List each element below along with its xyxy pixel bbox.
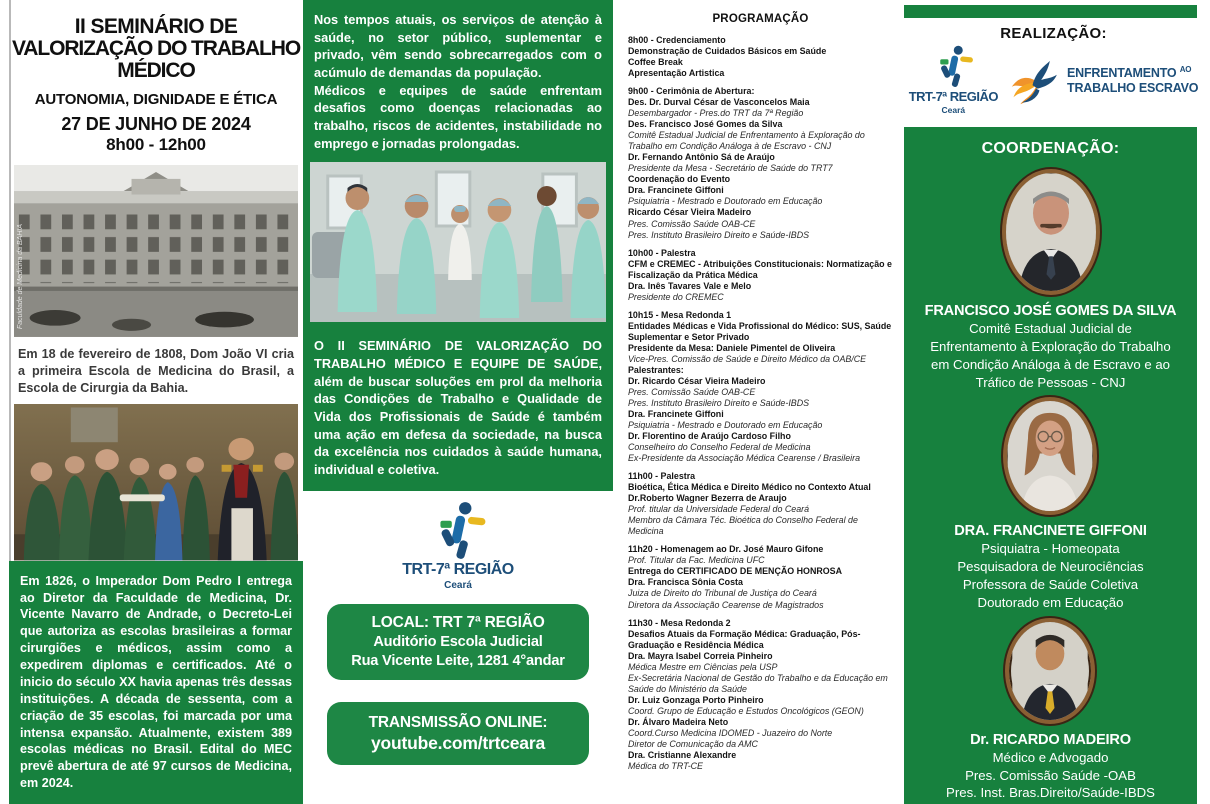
program-block [628, 310, 893, 464]
program-block [628, 35, 893, 79]
transmission-box [327, 702, 589, 765]
coordinator-card-2 [954, 397, 1146, 610]
coordinator-desc-line: Psiquiatra - Homeopata [981, 541, 1120, 557]
coordinator-desc-line: Pres. Comissão Saúde -OAB [965, 767, 1136, 783]
program-line: Coord.Curso Medicina IDOMED - Juazeiro do Norte [628, 727, 833, 738]
building-photo-illustration [14, 165, 298, 337]
local-line2: Auditório Escola Judicial [373, 633, 543, 650]
program-list [628, 35, 893, 772]
program-line: Psiquiatria - Mestrado e Doutorado em Educação [628, 420, 823, 431]
portrait-francisco [1002, 169, 1100, 295]
program-line: Comitê Estadual Judicial de Enfrentamento à Exploração do Trabalho em Condição Análoga à de Escravo - CNJ [628, 130, 865, 152]
enfrentamento-logo-text [1067, 65, 1198, 95]
coordinator-desc-line: Enfrentamento à Exploração do Trabalho [930, 338, 1171, 354]
program-column [613, 0, 901, 804]
program-line: Ex-Presidente da Associação Médica Cearense / Brasileira [628, 453, 861, 464]
top-green-bar [904, 5, 1197, 18]
coordinator-card-1 [925, 169, 1177, 390]
program-line: Entrega do CERTIFICADO DE MENÇÃO HONROSA [628, 566, 842, 577]
program-block [628, 471, 893, 537]
program-heading: PROGRAMAÇÃO [712, 13, 809, 25]
youtube-link[interactable]: youtube.com/trtceara [371, 732, 545, 753]
coordinator-name: Dr. RICARDO MADEIRO [970, 731, 1131, 748]
coordination-heading: COORDENAÇÃO: [981, 140, 1120, 157]
local-line3: Rua Vicente Leite, 1281 4°andar [351, 652, 565, 669]
realizacao-heading: REALIZAÇÃO: [1000, 25, 1107, 42]
event-date: 27 DE JUNHO DE 2024 [61, 114, 251, 135]
event-time: 8h00 - 12h00 [106, 135, 206, 155]
program-line: Bioética, Ética Médica e Direito Médico no Contexto Atual [628, 482, 871, 493]
program-line: Dr. Luiz Gonzaga Porto Pinheiro [628, 694, 764, 705]
program-line: Dra. Francinete Giffoni [628, 409, 724, 419]
program-line: Des. Dr. Durval César de Vasconcelos Maia [628, 97, 810, 108]
program-line: 10h00 - Palestra [628, 247, 696, 258]
local-line1: LOCAL: TRT 7ª REGIÃO [371, 613, 545, 631]
enf-ao: AO [1179, 65, 1192, 75]
trt7-logo-small [909, 45, 998, 115]
program-line: Pres. Comissão Saúde OAB-CE [628, 386, 756, 397]
enf-line2: TRABALHO ESCRAVO [1067, 80, 1199, 95]
coordinator-desc-line: Pesquisadora de Neurociências [957, 559, 1144, 575]
program-line: Coordenação do Evento [628, 174, 731, 185]
portrait-ricardo [1005, 618, 1095, 724]
location-panel [303, 491, 613, 804]
history-paragraph-1826: Em 1826, o Imperador Dom Pedro I entrega ao Diretor da Faculdade de Medicina, Dr. Vicente Navarro de Andrade, o Decreto-Lei que autoriza as escolas brasileiras a formar cirurgiões e médicos, assim como a expedirem diplomas e certificados. Até o inicio do século XX havia apenas três dessas instituições. A década de sessenta, com a criação de 35 escolas, foi marcada por uma intensa expansão. Atualmente, existem 389 escolas médicas no Brasil. Edital do MEC prevê abertura de até 97 cursos de Medicina, em 2024. [9, 561, 303, 804]
program-block [628, 544, 893, 610]
enf-line1: ENFRENTAMENTO [1067, 66, 1177, 81]
right-column [901, 0, 1206, 804]
program-line: Conselheiro do Conselho Federal de Medicina [628, 442, 811, 453]
program-line: Diretor de Comunicação da AMC [628, 738, 758, 749]
trt7-logo-sub: Ceará [941, 105, 966, 115]
coordination-section [904, 127, 1197, 804]
coordinator-desc-line: Comitê Estadual Judicial de [969, 321, 1132, 336]
program-line: 8h00 - Credenciamento [628, 35, 726, 45]
intro-paragraph-part1: Nos tempos atuais, os serviços de atenção à saúde, no setor público, suplementar e privado, vêm sendo sobrecarregados com o acúmulo de demandas da população. [314, 12, 602, 80]
program-line: Dra. Inês Tavares Vale e Melo [628, 280, 752, 291]
trt7-logo-name: TRT-7ª REGIÃO [402, 560, 514, 578]
local-box [327, 604, 589, 680]
coordinator-desc-line: Pres. Inst. Bras.Direito/Saúde-IBDS [946, 785, 1155, 801]
hospital-team-photo [310, 162, 606, 322]
flyer-subtitle: AUTONOMIA, DIGNIDADE E ÉTICA [34, 91, 278, 109]
program-line: Dr.Roberto Wagner Bezerra de Araujo [628, 493, 787, 504]
seminar-paragraph: O II SEMINÁRIO DE VALORIZAÇÃO DO TRABALHO MÉDICO E EQUIPE DE SAÚDE, além de buscar soluções em prol da melhoria das Condições de Trabalho e Qualidade de Vida dos Profissionais de Saúde é também uma ação em defesa da sociedade, na busca da excelência nos cuidados à saúde humana, individual e coletiva. [314, 338, 602, 477]
man-mustache-portrait-illustration [1006, 173, 1096, 291]
trt7-logo-sub: Ceará [444, 579, 472, 591]
dom-pedro-painting [14, 404, 298, 560]
program-line: 10h15 - Mesa Redonda 1 [628, 309, 732, 320]
coordinator-desc-line: Tráfico de Pessoas - CNJ [975, 374, 1126, 390]
middle-column [303, 0, 613, 804]
program-line: Dra. Cristianne Alexandre [628, 749, 737, 760]
coordinator-desc-line: Médico e Advogado [992, 749, 1109, 765]
program-line: Médica Mestre em Ciências pela USP [628, 661, 778, 672]
program-line: Ricardo César Vieira Madeiro [628, 207, 752, 218]
hospital-photo-illustration [310, 162, 606, 322]
program-line: CFM e CREMEC - Atribuições Constitucionais: Normatização e Fiscalização da Prática Médica [628, 258, 892, 280]
program-line: Presidente da Mesa: Daniele Pimentel de Oliveira [628, 342, 836, 353]
enfrentamento-logo [1010, 54, 1198, 106]
coordinator-card-3 [946, 618, 1155, 802]
program-line: 11h30 - Mesa Redonda 2 [628, 617, 731, 628]
program-block [628, 86, 893, 240]
program-line: Prof. titular da Universidade Federal do Ceará [628, 504, 810, 515]
program-line: Pres. Instituto Brasileiro Direito e Saúde-IBDS [628, 397, 810, 408]
program-line: Médica do TRT-CE [628, 760, 703, 771]
bird-icon [1010, 54, 1062, 106]
program-line: Vice-Pres. Comissão de Saúde e Direito Médico da OAB/CE [628, 353, 867, 364]
program-line: Dra. Mayra Isabel Correia Pinheiro [628, 650, 773, 661]
program-line: Apresentação Artistica [628, 68, 725, 79]
woman-glasses-portrait-illustration [1007, 401, 1093, 511]
program-line: Demonstração de Cuidados Básicos em Saúde [628, 46, 827, 57]
flyer-header [9, 0, 303, 155]
program-line: 9h00 - Cerimônia de Abertura: [628, 86, 755, 97]
painting-illustration [14, 404, 298, 560]
realizacao-section [901, 18, 1206, 125]
coordinator-name: FRANCISCO JOSÉ GOMES DA SILVA [924, 303, 1177, 319]
trt7-logo-name: TRT-7ª REGIÃO [908, 89, 999, 104]
program-line: Des. Francisco José Gomes da Silva [628, 119, 783, 130]
program-line: 11h20 - Homenagem ao Dr. José Mauro Gifone [628, 544, 824, 555]
historical-building-photo [14, 165, 298, 337]
figure-white-coat [448, 205, 472, 280]
program-line: Coord. Grupo de Educação e Estudos Oncológicos (GEON) [628, 705, 864, 716]
left-column [0, 0, 303, 804]
trt7-logo [402, 501, 513, 591]
coordinator-desc-line: em Condição Análoga à de Escravo e ao [931, 356, 1170, 372]
program-block [628, 248, 893, 303]
program-line: Dr. Álvaro Madeira Neto [628, 716, 729, 727]
trt7-figure-icon [427, 501, 489, 559]
program-block [628, 618, 893, 772]
transmission-label: TRANSMISSÃO ONLINE: [368, 713, 548, 731]
program-line: Presidente da Mesa - Secretário de Saúde do TRT7 [628, 163, 833, 174]
program-line: Prof. Titular da Fac. Medicina UFC [628, 555, 765, 566]
intro-paragraph-part2: Médicos e equipes de saúde enfrentam desafios como doenças relacionadas ao trabalho, riscos de acidentes, instabilidade no emprego e jornadas prolongadas. [314, 82, 602, 151]
page-title-line1: II SEMINÁRIO DE [74, 15, 238, 38]
page-title-line2: VALORIZAÇÃO DO TRABALHO MÉDICO [11, 37, 301, 83]
program-line: Dr. Florentino de Araújo Cardoso Filho [628, 431, 791, 442]
history-paragraph-1808: Em 18 de fevereiro de 1808, Dom João VI cria a primeira Escola de Medicina do Brasil, a Escola de Cirurgia da Bahia. [18, 347, 294, 395]
program-line: Juiza de Direito do Tribunal de Justiça do Ceará [628, 588, 817, 599]
coordinator-desc-line: Doutorado em Educação [977, 594, 1124, 610]
building-photo-caption: Faculdade de Medicina da BAHIA [17, 224, 24, 330]
program-line: Presidente do CREMEC [628, 291, 724, 302]
program-line: Entidades Médicas e Vida Profissional do Médico: SUS, Saúde Suplementar e Setor Privado [628, 320, 892, 342]
man-yellow-tie-portrait-illustration [1009, 622, 1091, 720]
program-line: Dr. Ricardo César Vieira Madeiro [628, 375, 766, 386]
program-line: Dr. Fernando Antônio Sá de Araújo [628, 152, 775, 163]
program-line: Diretora da Associação Cearense de Magistrados [628, 599, 824, 610]
coordinator-desc-line: Professora de Saúde Coletiva [962, 577, 1139, 593]
program-line: Dra. Francisca Sônia Costa [628, 577, 743, 588]
program-line: Coffee Break [628, 57, 683, 68]
program-line: Dra. Francinete Giffoni [628, 185, 724, 196]
coordinator-name: DRA. FRANCINETE GIFFONI [954, 523, 1147, 540]
program-line: Palestrantes: [628, 364, 684, 375]
program-line: 11h00 - Palestra [628, 471, 696, 482]
program-line: Membro da Câmara Téc. Bioética do Conselho Federal de Medicina [628, 515, 858, 537]
program-line: Psiquiatria - Mestrado e Doutorado em Educação [628, 196, 823, 207]
realizacao-logos [901, 42, 1206, 121]
program-line: Pres. Comissão Saúde OAB-CE [628, 218, 756, 229]
portrait-francinete [1003, 397, 1097, 515]
program-line: Pres. Instituto Brasileiro Direito e Saúde-IBDS [628, 229, 810, 240]
program-line: Ex-Secretária Nacional de Gestão do Trabalho e da Educação em Saúde do Ministério da Saúde [628, 672, 888, 694]
program-line: Desafios Atuais da Formação Médica: Graduação, Pós- Graduação e Residência Médica [628, 628, 861, 650]
program-line: Desembargador - Pres.do TRT da 7ª Região [628, 108, 804, 119]
trt7-figure-icon [930, 45, 976, 87]
